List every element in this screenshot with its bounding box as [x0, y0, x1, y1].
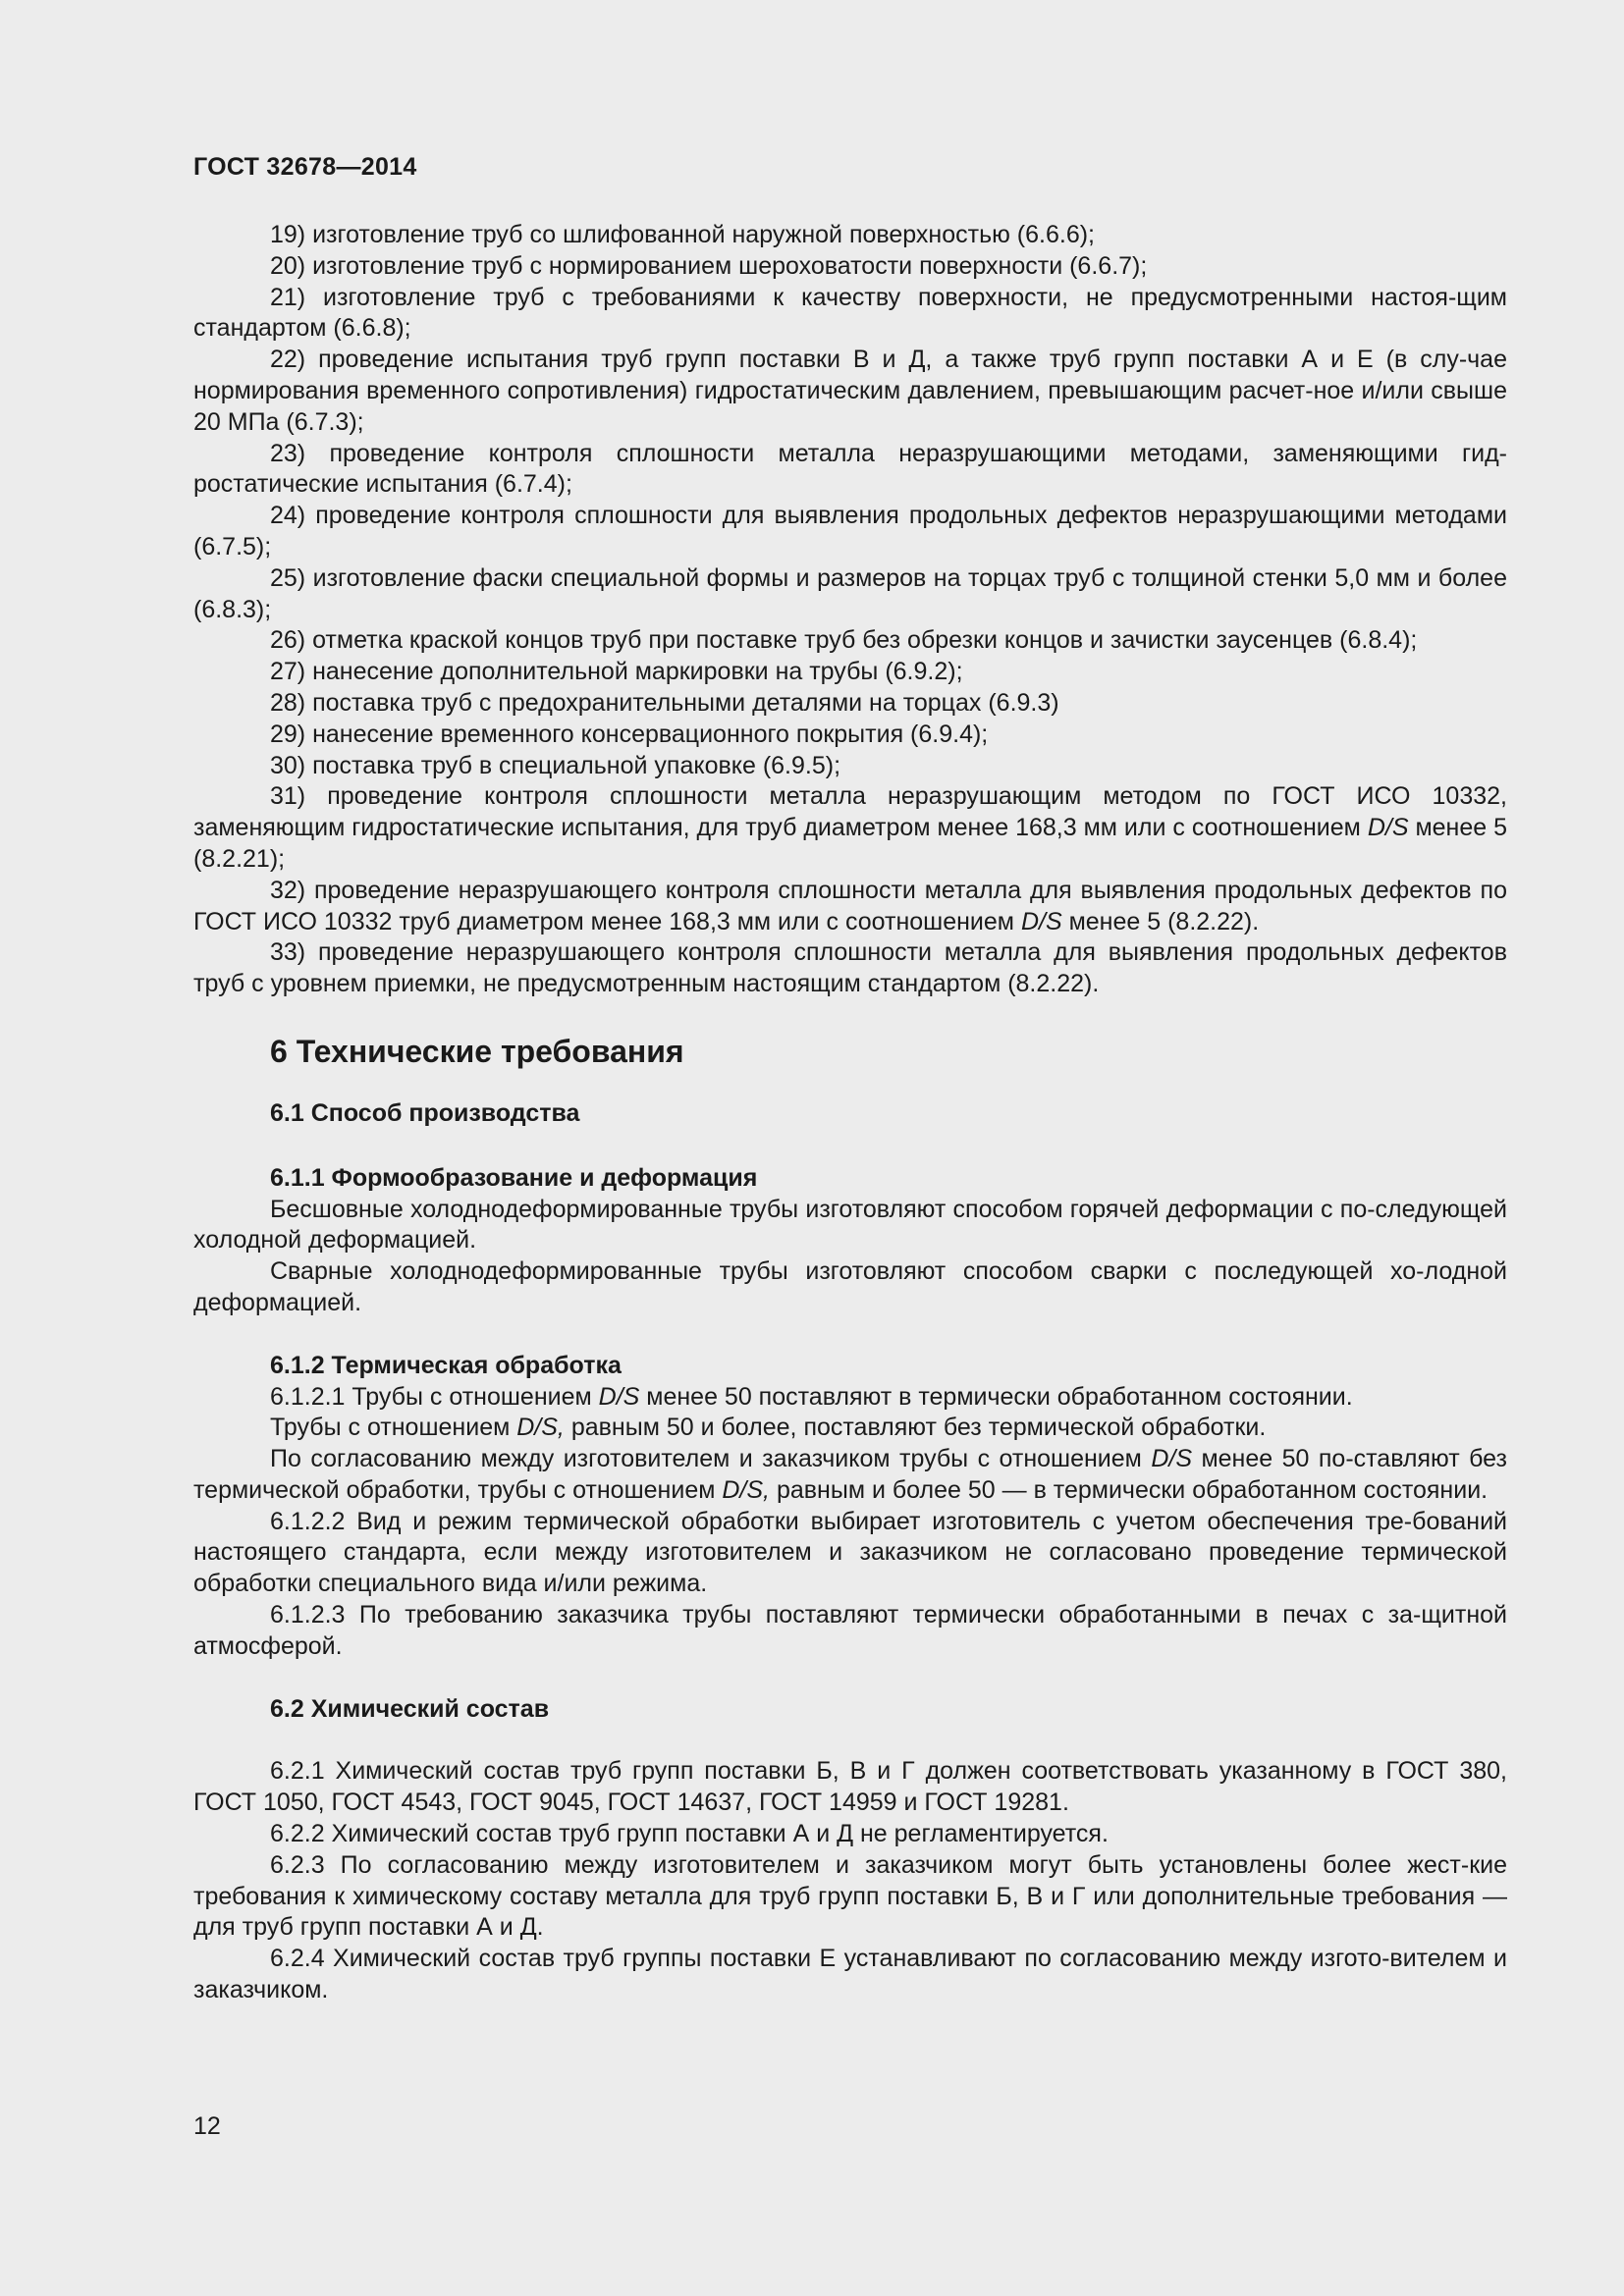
paragraph-6-2-3: 6.2.3 По согласованию между изготовителем и заказчиком могут быть установлены более жест-кие требования к химическому составу металла для труб групп поставки Б, В и Г или дополнительные требования — для труб групп поставки А и Д.	[193, 1850, 1507, 1942]
list-item-31	[193, 781, 1507, 875]
section-6-heading: 6 Технические требования	[270, 1033, 684, 1069]
list-item-19: 19) изготовление труб со шлифованной наружной поверхностью (6.6.6);	[270, 221, 1095, 248]
paragraph-6-1-2-3: 6.1.2.3 По требованию заказчика трубы поставляют термически обработанными в печах с за-щитной атмосферой.	[193, 1601, 1507, 1660]
section-6-1-2-heading: 6.1.2 Термическая обработка	[270, 1351, 622, 1379]
list-item-22: 22) проведение испытания труб групп поставки В и Д, а также труб групп поставки А и Е (в слу-чае нормирования временного сопротивления) гидростатическим давлением, превышающим расчет-ное и/или свыше 20 МПа (6.7.3);	[193, 346, 1507, 436]
list-item-33: 33) проведение неразрушающего контроля сплошности металла для выявления продольных дефектов труб с уровнем приемки, не предусмотренным настоящим стандартом (8.2.22).	[193, 938, 1507, 998]
ratio-symbol: D/S,	[516, 1414, 565, 1442]
ratio-symbol: D/S	[1151, 1445, 1193, 1473]
document-body	[193, 220, 1507, 2006]
paragraph-6-2-2: 6.2.2 Химический состав труб групп поставки А и Д не регламентируется.	[270, 1820, 1109, 1848]
document-code-header: ГОСТ 32678—2014	[193, 153, 417, 181]
list-item-32	[193, 876, 1507, 938]
list-item-20: 20) изготовление труб с нормированием шероховатости поверхности (6.6.7);	[270, 251, 1148, 280]
list-item-23: 23) проведение контроля сплошности металла неразрушающими методами, заменяющими гид-ростатические испытания (6.7.4);	[193, 439, 1507, 499]
paragraph-6-1-2-1-text-b: менее 50 поставляют в термически обработанном состоянии.	[646, 1382, 1353, 1411]
list-item-24: 24) проведение контроля сплошности для выявления продольных дефектов неразрушающими методами (6.7.5);	[193, 502, 1507, 561]
list-item-21: 21) изготовление труб с требованиями к качеству поверхности, не предусмотренными настоя-щим стандартом (6.6.8);	[193, 283, 1507, 343]
paragraph-text-c: равным и более 50 — в термически обработанном состоянии.	[776, 1475, 1489, 1504]
list-item-32-text-a: 32) проведение неразрушающего контроля сплошности металла для выявления продольных дефектов по ГОСТ ИСО 10332 труб диаметром менее 168,3 мм или с соотношением	[193, 876, 1507, 935]
paragraph-text-a: Трубы с отношением	[270, 1414, 511, 1442]
list-item-28: 28) поставка труб с предохранительными деталями на торцах (6.9.3)	[270, 688, 1059, 717]
ratio-symbol: D/S,	[722, 1475, 770, 1504]
list-item-30: 30) поставка труб в специальной упаковке (6.9.5);	[270, 751, 841, 779]
paragraph-6-1-1-a: Бесшовные холоднодеформированные трубы изготовляют способом горячей деформации с по-следующей холодной деформацией.	[193, 1195, 1507, 1255]
paragraph-6-1-2-2: 6.1.2.2 Вид и режим термической обработки выбирает изготовитель с учетом обеспечения тре-бований настоящего стандарта, если между изготовителем и заказчиком не согласовано проведение термической обработки специального вида и/или режима.	[193, 1507, 1507, 1598]
section-6-1-heading: 6.1 Способ производства	[270, 1098, 580, 1127]
list-item-27: 27) нанесение дополнительной маркировки на трубы (6.9.2);	[270, 658, 963, 686]
list-item-26: 26) отметка краской концов труб при поставке труб без обрезки концов и зачистки заусенцев (6.8.4);	[270, 626, 1418, 655]
page-number: 12	[193, 2112, 221, 2140]
paragraph-6-2-1: 6.2.1 Химический состав труб групп поставки Б, В и Г должен соответствовать указанному в ГОСТ 380, ГОСТ 1050, ГОСТ 4543, ГОСТ 9045, ГОСТ 14637, ГОСТ 14959 и ГОСТ 19281.	[193, 1757, 1507, 1817]
paragraph-6-1-2-1-b	[193, 1413, 1507, 1444]
ratio-symbol: D/S	[1020, 907, 1062, 935]
list-item-31-text-a: 31) проведение контроля сплошности металла неразрушающим методом по ГОСТ ИСО 10332, заменяющим гидростатические испытания, для труб диаметром менее 168,3 мм или с соотношением	[193, 782, 1507, 842]
ratio-symbol: D/S	[598, 1382, 640, 1411]
paragraph-text-a: По согласованию между изготовителем и заказчиком трубы с отношением	[270, 1445, 1142, 1473]
paragraph-6-2-4: 6.2.4 Химический состав труб группы поставки Е устанавливают по согласованию между изгото-вителем и заказчиком.	[193, 1945, 1507, 2004]
paragraph-6-1-1-b: Сварные холоднодеформированные трубы изготовляют способом сварки с последующей хо-лодной деформацией.	[193, 1257, 1507, 1316]
list-item-25: 25) изготовление фаски специальной формы и размеров на торцах труб с толщиной стенки 5,0 мм и более (6.8.3);	[193, 563, 1507, 623]
ratio-symbol: D/S	[1367, 814, 1409, 842]
list-item-32-text-b: менее 5 (8.2.22).	[1068, 907, 1260, 935]
paragraph-text-b: равным 50 и более, поставляют без термической обработки.	[570, 1414, 1267, 1442]
list-item-29: 29) нанесение временного консервационного покрытия (6.9.4);	[270, 720, 989, 748]
section-6-2-heading: 6.2 Химический состав	[270, 1694, 550, 1723]
paragraph-6-1-2-1	[193, 1382, 1507, 1414]
section-6-1-1-heading: 6.1.1 Формообразование и деформация	[270, 1163, 758, 1192]
list-item-31-text-b: менее 5 (8.2.21);	[193, 814, 1508, 873]
paragraph-6-1-2-1-text-a: 6.1.2.1 Трубы с отношением	[270, 1382, 592, 1411]
paragraph-6-1-2-1-c	[193, 1444, 1507, 1507]
paragraph-text-b: менее 50 по-ставляют без термической обработки, трубы с отношением	[193, 1445, 1508, 1504]
